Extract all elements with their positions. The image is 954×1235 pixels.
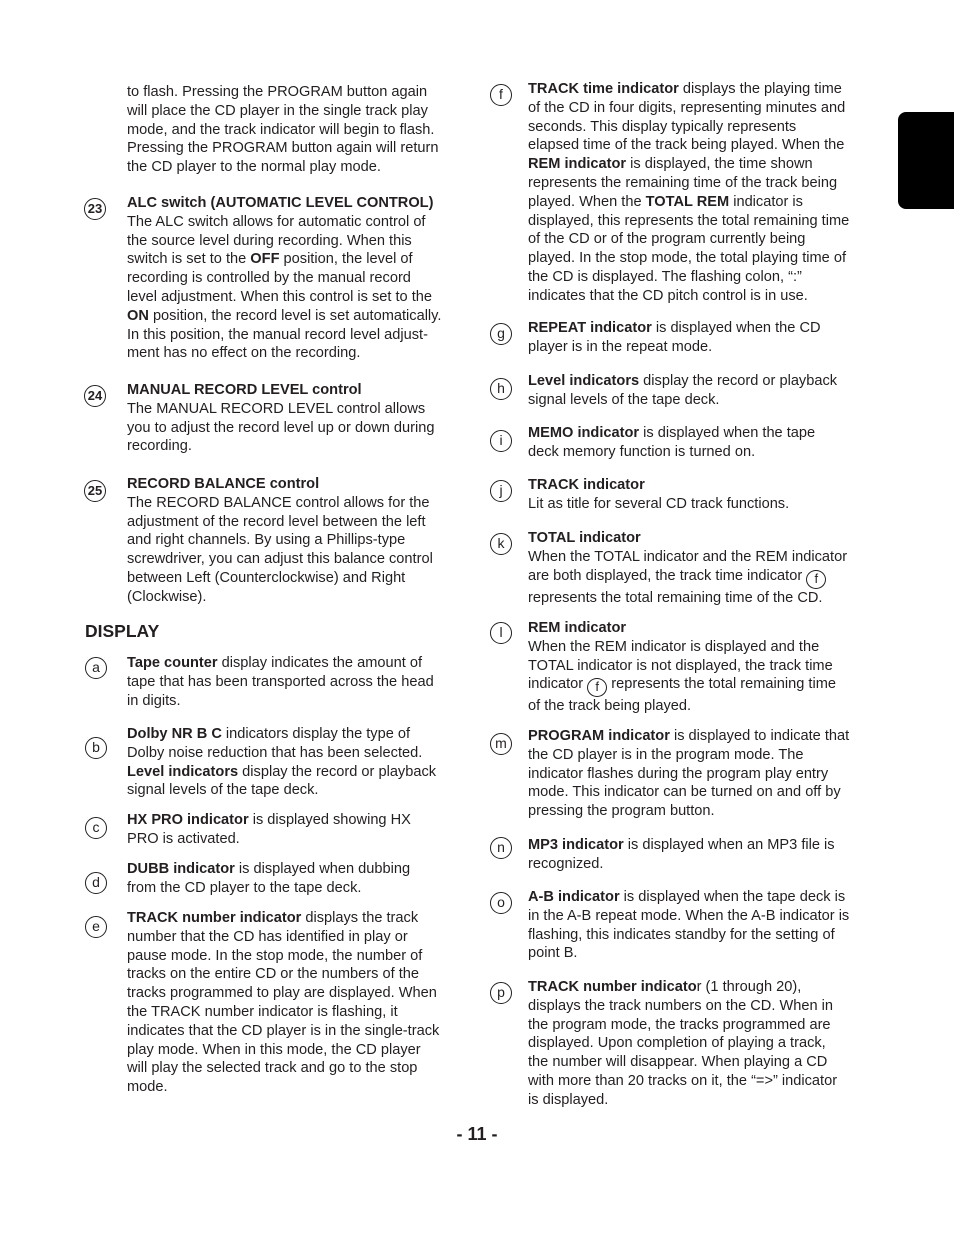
tape-counter-entry [127, 654, 434, 710]
text-line: displayed. Upon completion of playing a track, [528, 1035, 826, 1052]
program-indicator-entry [528, 727, 849, 821]
text-line: screwdriver, you can adjust this balance control [127, 551, 433, 568]
reference-badge-f: f [587, 678, 607, 697]
letter-badge-h: h [490, 378, 512, 400]
text-line: played. In the stop mode, the total playing time of [528, 250, 847, 267]
text-line: HX PRO indicator is displayed showing HX [127, 812, 411, 828]
text-line: is displayed. [528, 1091, 609, 1108]
track-indicator-entry [528, 476, 789, 514]
text-line: from the CD player to the tape deck. [127, 879, 362, 896]
text-line: REPEAT indicator is displayed when the CD [528, 320, 821, 336]
text-line: tracks programmed to play are displayed. When [127, 985, 437, 1002]
text-line: When the TOTAL indicator and the REM indicator [528, 548, 848, 565]
reference-badge-f: f [806, 570, 826, 589]
total-indicator-entry [528, 529, 847, 607]
letter-badge-j: j [490, 480, 512, 502]
text-line: are both displayed, the track time indicator f [528, 567, 847, 589]
text-line: REM indicator is displayed, the time shown [528, 156, 813, 173]
text-line: represents the remaining time of the track being [528, 174, 838, 191]
alc-switch-entry [127, 194, 441, 363]
hx-pro-entry [127, 811, 411, 849]
text-line: pause mode. In the stop mode, the number of [127, 947, 423, 964]
intro-paragraph [127, 83, 438, 177]
letter-badge-o: o [490, 892, 512, 914]
text-line: tracks on the entire CD or the numbers of the [127, 966, 420, 983]
text-line: the program mode, the tracks programmed are [528, 1016, 831, 1033]
entry-title: ALC switch (AUTOMATIC LEVEL CONTROL) [127, 195, 434, 211]
text-line: When the REM indicator is displayed and the [528, 638, 820, 655]
text-line: The ALC switch allows for automatic control of [127, 213, 426, 230]
track-time-entry [528, 80, 849, 306]
text-line: number that the CD has identified in play or [127, 928, 408, 945]
text-line: point B. [528, 945, 578, 962]
text-line: mode. [127, 1079, 168, 1096]
text-line: Lit as title for several CD track functions. [528, 495, 790, 512]
text-line: tape that has been transported across the head [127, 673, 434, 690]
text-line: indicator f represents the total remaining time [528, 675, 836, 697]
manual-record-level-entry [127, 381, 434, 456]
text-line: the CD player to the normal play mode. [127, 159, 381, 176]
text-line: Dolby NR B C indicators display the type of [127, 726, 411, 742]
letter-badge-k: k [490, 533, 512, 555]
text-line: mode. This indicator can be turned on and off by [528, 784, 841, 801]
text-line: indicates that the CD pitch control is in use. [528, 287, 808, 304]
text-line: seconds. This display typically represents [528, 118, 797, 135]
entry-title: TOTAL indicator [528, 530, 641, 546]
letter-badge-f: f [490, 84, 512, 106]
letter-badge-n: n [490, 837, 512, 859]
text-line: between Left (Counterclockwise) and Right [127, 569, 406, 586]
page-number: - 11 - [456, 1124, 498, 1144]
number-badge-23: 23 [84, 198, 106, 220]
display-heading: DISPLAY [85, 621, 160, 641]
text-line: ON position, the record level is set automatically. [127, 307, 442, 324]
entry-title: RECORD BALANCE control [127, 476, 320, 492]
text-line: Level indicators display the record or playback [127, 763, 437, 780]
text-line: adjustment of the record level between the left [127, 513, 426, 530]
text-line: play mode. When in this mode, the CD player [127, 1041, 421, 1058]
track-number-entry [127, 909, 439, 1097]
text-line: indicator flashes during the program play entry [528, 765, 829, 782]
text-line: recording. [127, 438, 192, 455]
text-line: to flash. Pressing the PROGRAM button again [127, 84, 428, 100]
text-line: displays the track numbers on the CD. When in [528, 997, 833, 1014]
text-line: of the CD in four digits, representing minutes and [528, 99, 846, 116]
text-line: TRACK time indicator displays the playing time [528, 81, 842, 97]
text-line: switch is set to the OFF position, the level of [127, 251, 413, 268]
text-line: in digits. [127, 692, 181, 709]
text-line: of the CD or of the program currently being [528, 231, 806, 248]
text-line: level adjustment. When this control is set to the [127, 288, 432, 305]
text-line: Pressing the PROGRAM button again will return [127, 140, 439, 157]
section-tab [898, 112, 954, 209]
letter-badge-l: l [490, 622, 512, 644]
repeat-entry [528, 319, 821, 357]
text-line: in the A-B repeat mode. When the A-B indicator is [528, 907, 850, 924]
text-line: the number will disappear. When playing a CD [528, 1054, 828, 1071]
letter-badge-d: d [85, 872, 107, 894]
ab-indicator-entry [528, 888, 849, 963]
text-line: displayed, this represents the total remaining time [528, 212, 850, 229]
text-line: played. When the TOTAL REM indicator is [528, 193, 803, 210]
text-line: TRACK number indicator displays the track [127, 910, 419, 926]
memo-entry [528, 424, 815, 462]
text-line: A-B indicator is displayed when the tape deck is [528, 889, 846, 905]
text-line: TOTAL indicator is not displayed, the track time [528, 657, 833, 674]
entry-title: REM indicator [528, 620, 627, 636]
text-line: flashing, this indicates standby for the setting of [528, 926, 835, 943]
entry-title: MANUAL RECORD LEVEL control [127, 382, 362, 398]
text-line: signal levels of the tape deck. [127, 782, 319, 799]
level-indicators-entry [528, 372, 837, 410]
text-line: will place the CD player in the single track play [127, 102, 428, 119]
letter-badge-m: m [490, 733, 512, 755]
text-line: The MANUAL RECORD LEVEL control allows [127, 400, 426, 417]
text-line: Tape counter display indicates the amount of [127, 655, 422, 671]
text-line: MEMO indicator is displayed when the tape [528, 425, 816, 441]
text-line: Dolby noise reduction that has been selected. [127, 744, 423, 761]
dubb-entry [127, 860, 410, 898]
letter-badge-g: g [490, 323, 512, 345]
text-line: Level indicators display the record or playback [528, 373, 838, 389]
text-line: pressing the program button. [528, 803, 715, 820]
text-line: PRO is activated. [127, 830, 240, 847]
text-line: will play the selected track and go to the stop [127, 1060, 418, 1077]
letter-badge-i: i [490, 430, 512, 452]
text-line: represents the total remaining time of the CD. [528, 589, 823, 606]
text-line: the CD is displayed. The flashing colon, “:” [528, 268, 802, 285]
text-line: TRACK number indicator (1 through 20), [528, 979, 802, 995]
text-line: elapsed time of the track being played. When the [528, 137, 845, 154]
text-line: with more than 20 tracks on it, the “=>” indicator [528, 1072, 838, 1089]
text-line: signal levels of the tape deck. [528, 391, 720, 408]
letter-badge-c: c [85, 817, 107, 839]
letter-badge-a: a [85, 657, 107, 679]
text-line: (Clockwise). [127, 588, 207, 605]
letter-badge-p: p [490, 982, 512, 1004]
text-line: deck memory function is turned on. [528, 443, 756, 460]
letter-badge-e: e [85, 916, 107, 938]
text-line: The RECORD BALANCE control allows for the [127, 494, 430, 511]
text-line: ment has no effect on the recording. [127, 345, 361, 362]
text-line: MP3 indicator is displayed when an MP3 file is [528, 837, 835, 853]
text-line: recording is controlled by the manual record [127, 270, 411, 287]
text-line: player is in the repeat mode. [528, 338, 713, 355]
text-line: mode, and the track indicator will begin to flash. [127, 121, 435, 138]
text-line: the TRACK number indicator is flashing, it [127, 1003, 398, 1020]
record-balance-entry [127, 475, 433, 607]
text-line: of the track being played. [528, 698, 692, 715]
text-line: the CD player is in the program mode. The [528, 746, 804, 763]
entry-title: TRACK indicator [528, 477, 645, 493]
text-line: indicates that the CD player is in the single-track [127, 1022, 440, 1039]
track-number-range-entry [528, 978, 837, 1110]
number-badge-24: 24 [84, 385, 106, 407]
text-line: In this position, the manual record level adjust- [127, 326, 428, 343]
text-line: DUBB indicator is displayed when dubbing [127, 861, 411, 877]
mp3-indicator-entry [528, 836, 835, 874]
text-line: you to adjust the record level up or down during [127, 419, 435, 436]
number-badge-25: 25 [84, 480, 106, 502]
text-line: the source level during recording. When this [127, 232, 412, 249]
text-line: recognized. [528, 855, 604, 872]
rem-indicator-entry [528, 619, 836, 716]
dolby-nr-entry [127, 725, 436, 800]
text-line: and right channels. By using a Phillips-type [127, 532, 406, 549]
letter-badge-b: b [85, 737, 107, 759]
text-line: PROGRAM indicator is displayed to indicate that [528, 728, 850, 744]
